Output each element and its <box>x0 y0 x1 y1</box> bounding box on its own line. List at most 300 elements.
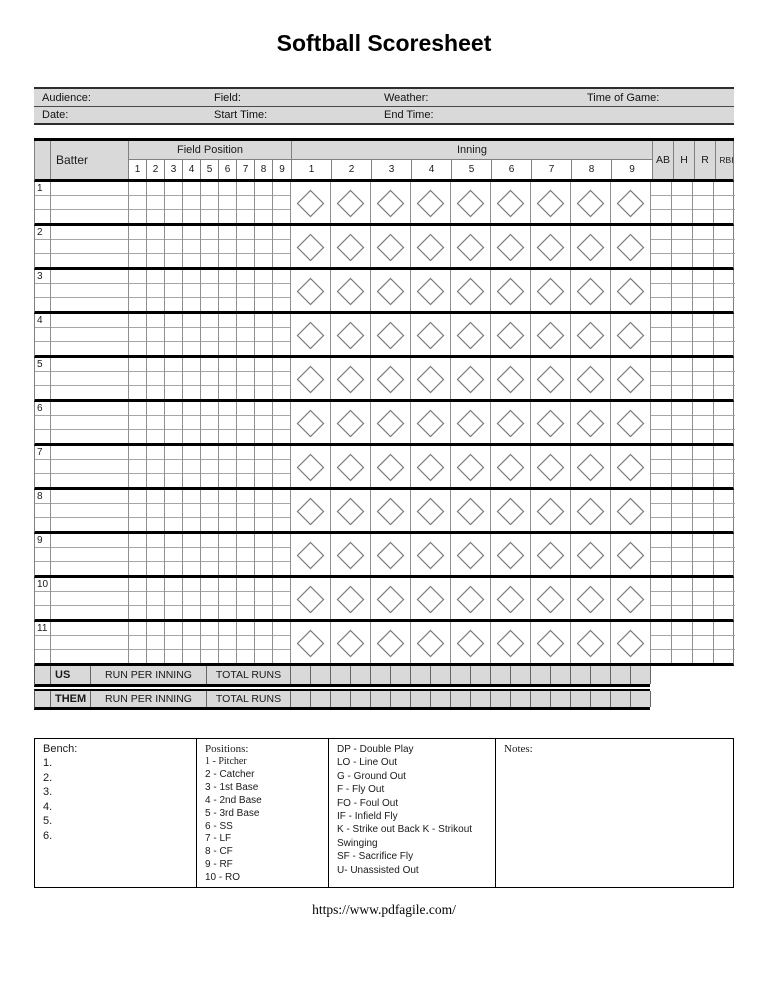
stat-col <box>714 490 735 531</box>
base-diamond-icon <box>296 233 325 262</box>
position-item: 7 - LF <box>205 833 232 845</box>
field-position-cell <box>165 182 182 196</box>
base-diamond-icon <box>576 321 605 350</box>
field-position-cell <box>129 342 146 355</box>
abbreviation-item: SF - Sacrifice Fly <box>337 851 414 863</box>
field-position-cell <box>183 328 200 342</box>
field-position-cell <box>129 386 146 399</box>
stat-col <box>672 358 693 399</box>
field-position-cell <box>255 592 272 606</box>
field-position-col <box>129 446 147 487</box>
abbreviation-item: IF - Infield Fly <box>337 811 398 823</box>
field-position-cell <box>255 196 272 210</box>
field-position-cell <box>201 210 218 223</box>
field-position-cell <box>147 474 164 487</box>
stat-cell <box>651 548 671 562</box>
field-position-cell <box>273 446 290 460</box>
batter-name-cell <box>51 298 128 311</box>
stat-cell <box>672 372 692 386</box>
field-position-cell <box>183 606 200 619</box>
base-diamond-icon <box>456 497 485 526</box>
field-position-cell <box>147 606 164 619</box>
field-position-cell <box>183 196 200 210</box>
field-position-cell <box>129 358 146 372</box>
field-position-col <box>237 270 255 311</box>
batter-name-cell <box>51 416 128 430</box>
position-item: 3 - 1st Base <box>205 781 259 793</box>
field-position-cell <box>219 460 236 474</box>
base-diamond-icon <box>456 189 485 218</box>
batter-number-col <box>35 358 51 399</box>
stat-headers <box>653 141 737 179</box>
base-diamond-icon <box>336 277 365 306</box>
base-diamond-icon <box>376 233 405 262</box>
abbreviation-item: G - Ground Out <box>337 770 406 782</box>
field-position-cell <box>147 270 164 284</box>
inning-cell <box>451 226 491 267</box>
base-diamond-icon <box>456 365 485 394</box>
field-position-cell <box>165 416 182 430</box>
stat-cell <box>693 430 713 443</box>
field-position-cell <box>147 446 164 460</box>
field-position-col <box>183 270 201 311</box>
field-position-cell <box>273 592 290 606</box>
field-position-cell <box>273 548 290 562</box>
batter-number-cell <box>35 196 50 210</box>
base-diamond-icon <box>576 277 605 306</box>
inning-cell <box>371 446 411 487</box>
field-position-cell <box>219 534 236 548</box>
field-position-col <box>219 622 237 663</box>
field-position-cell <box>219 240 236 254</box>
base-diamond-icon <box>616 409 645 438</box>
stat-cell <box>693 210 713 223</box>
field-position-cell <box>237 182 254 196</box>
inning-cell <box>571 358 611 399</box>
batter-name-cell <box>51 210 128 223</box>
stat-cell <box>672 182 692 196</box>
stat-cell <box>651 534 671 548</box>
batter-name-cell <box>51 650 128 663</box>
field-position-col <box>273 314 291 355</box>
run-cell <box>551 666 571 684</box>
field-position-cell <box>165 534 182 548</box>
inning-cell <box>331 446 371 487</box>
base-diamond-icon <box>336 321 365 350</box>
field-position-cell <box>147 386 164 399</box>
stat-cell <box>651 314 671 328</box>
field-position-cell <box>129 182 146 196</box>
inning-numbers <box>292 160 652 179</box>
batter-name-cell <box>51 240 128 254</box>
field-position-cell <box>183 650 200 663</box>
stat-cell <box>714 270 735 284</box>
run-cell <box>351 666 371 684</box>
field-position-col <box>147 402 165 443</box>
run-cell <box>451 691 471 707</box>
run-cell <box>391 666 411 684</box>
field-position-cell <box>255 474 272 487</box>
field-position-col <box>237 534 255 575</box>
field-position-col <box>165 402 183 443</box>
field-position-cell <box>273 636 290 650</box>
field-position-cell <box>273 298 290 311</box>
run-cell <box>571 666 591 684</box>
field-position-cell <box>237 328 254 342</box>
field-position-cell <box>165 402 182 416</box>
position-item: 10 - RO <box>205 872 241 884</box>
team-summary-row <box>34 689 650 710</box>
stat-cell <box>672 226 692 240</box>
stat-cell <box>714 650 735 663</box>
field-position-cell <box>219 606 236 619</box>
base-diamond-icon <box>536 453 565 482</box>
inning-cell <box>571 226 611 267</box>
field-position-col <box>201 226 219 267</box>
field-position-cell <box>255 562 272 575</box>
field-position-numbers <box>129 160 291 179</box>
field-position-cell <box>147 182 164 196</box>
stat-col <box>693 578 714 619</box>
field-position-cell <box>273 490 290 504</box>
field-position-cell <box>129 578 146 592</box>
batter-name-col <box>51 226 129 267</box>
stat-col <box>714 622 735 663</box>
field-position-cell <box>237 402 254 416</box>
base-diamond-icon <box>336 585 365 614</box>
abbreviation-item: F - Fly Out <box>337 784 385 796</box>
inning-cell <box>491 270 531 311</box>
base-diamond-icon <box>576 629 605 658</box>
inning-cell <box>531 578 571 619</box>
base-diamond-icon <box>576 233 605 262</box>
stat-cell <box>672 460 692 474</box>
field-position-cell <box>147 328 164 342</box>
field-position-cell <box>201 548 218 562</box>
field-position-col <box>165 182 183 223</box>
inning-cell <box>371 490 411 531</box>
field-position-cell <box>255 182 272 196</box>
batter-row <box>34 534 734 578</box>
field-position-col <box>147 534 165 575</box>
inning-cell <box>291 270 331 311</box>
stat-cell <box>714 592 735 606</box>
field-position-cell <box>273 226 290 240</box>
field-position-col <box>273 402 291 443</box>
field-position-col <box>147 358 165 399</box>
run-cell <box>531 691 551 707</box>
field-position-col-header: 9 <box>279 164 285 175</box>
inning-col-header: 2 <box>332 160 372 179</box>
field-position-cell <box>255 254 272 267</box>
base-diamond-icon <box>536 629 565 658</box>
batter-name-col <box>51 358 129 399</box>
field-position-col <box>255 226 273 267</box>
batter-number-cell <box>35 386 50 399</box>
stat-cell <box>672 636 692 650</box>
stat-col <box>693 182 714 223</box>
field-position-col <box>147 314 165 355</box>
stat-col-header: AB <box>653 141 674 179</box>
field-position-cell <box>273 518 290 531</box>
stat-cell <box>651 182 671 196</box>
base-diamond-icon <box>376 365 405 394</box>
stat-cell <box>672 578 692 592</box>
base-diamond-icon <box>416 365 445 394</box>
pdfagile-link[interactable]: https://www.pdfagile.com/ <box>312 902 456 917</box>
run-cell <box>391 691 411 707</box>
stat-cell <box>672 270 692 284</box>
field-position-cell <box>255 548 272 562</box>
stat-col <box>714 358 735 399</box>
field-position-cell <box>201 270 218 284</box>
stat-cell <box>714 606 735 619</box>
inning-cell <box>571 446 611 487</box>
bench-slot: 5. <box>43 815 53 827</box>
field-position-cell <box>129 284 146 298</box>
field-position-col <box>201 490 219 531</box>
stat-cell <box>693 490 713 504</box>
field-position-cell <box>273 562 290 575</box>
field-position-cell <box>129 270 146 284</box>
inning-cell <box>571 402 611 443</box>
run-cell <box>411 691 431 707</box>
field-position-cell <box>183 490 200 504</box>
inning-cell <box>611 578 651 619</box>
field-position-cell <box>147 460 164 474</box>
stat-cell <box>672 548 692 562</box>
field-position-cell <box>219 518 236 531</box>
stat-cell <box>651 430 671 443</box>
base-diamond-icon <box>296 189 325 218</box>
stat-cell <box>693 460 713 474</box>
stat-cell <box>672 650 692 663</box>
batter-row <box>34 490 734 534</box>
field-position-cell <box>201 298 218 311</box>
field-position-col <box>147 446 165 487</box>
field-position-cell <box>201 226 218 240</box>
field-position-cell <box>201 534 218 548</box>
stat-col <box>672 226 693 267</box>
field-position-col <box>237 402 255 443</box>
field-position-cell <box>219 592 236 606</box>
inning-cell <box>291 446 331 487</box>
field-position-cell <box>129 562 146 575</box>
field-position-cell <box>219 182 236 196</box>
field-position-cell <box>147 504 164 518</box>
field-position-cell <box>147 490 164 504</box>
batter-name-cell <box>51 372 128 386</box>
field-position-cell <box>237 534 254 548</box>
field-position-cell <box>273 578 290 592</box>
field-position-col <box>219 270 237 311</box>
base-diamond-icon <box>336 541 365 570</box>
field-position-cell <box>237 548 254 562</box>
batter-number-col <box>35 182 51 223</box>
bench-list <box>43 756 188 843</box>
field-position-cell <box>201 474 218 487</box>
base-diamond-icon <box>576 497 605 526</box>
field-position-col <box>255 402 273 443</box>
stat-cell <box>693 548 713 562</box>
field-position-cell <box>201 622 218 636</box>
batter-number-cell <box>35 254 50 267</box>
stat-cell <box>693 240 713 254</box>
inning-cell <box>611 622 651 663</box>
batter-number-cell <box>35 548 50 562</box>
field-position-col <box>255 358 273 399</box>
batter-number-cell: 11 <box>35 622 50 636</box>
stat-col <box>693 358 714 399</box>
batter-name-cell <box>51 182 128 196</box>
batter-number-col <box>35 226 51 267</box>
field-position-cell <box>183 254 200 267</box>
field-position-cell <box>147 298 164 311</box>
field-position-col <box>147 578 165 619</box>
inning-cell <box>331 578 371 619</box>
base-diamond-icon <box>496 453 525 482</box>
bench-slot: 1. <box>43 757 53 769</box>
field-position-col <box>219 226 237 267</box>
stat-cell <box>693 196 713 210</box>
inning-cell <box>531 490 571 531</box>
field-position-col <box>237 314 255 355</box>
row-number-header-cell <box>35 141 51 179</box>
field-position-cell <box>183 402 200 416</box>
base-diamond-icon <box>296 629 325 658</box>
stat-cell <box>651 372 671 386</box>
position-item: 5 - 3rd Base <box>205 807 260 819</box>
inning-cell <box>291 402 331 443</box>
stat-cell <box>693 284 713 298</box>
inning-col-header: 9 <box>629 164 635 175</box>
stat-cell <box>651 636 671 650</box>
field-position-col <box>255 446 273 487</box>
base-diamond-icon <box>616 277 645 306</box>
stat-cell <box>651 606 671 619</box>
field-position-col <box>237 490 255 531</box>
field-position-cell <box>201 460 218 474</box>
field-position-cell <box>201 402 218 416</box>
field-position-cell <box>201 342 218 355</box>
stat-col-header: H <box>674 141 695 179</box>
batter-number-cell <box>35 650 50 663</box>
field-position-cell <box>219 270 236 284</box>
stat-cell <box>693 402 713 416</box>
base-diamond-icon <box>336 189 365 218</box>
field-position-cell <box>183 182 200 196</box>
base-diamond-icon <box>456 453 485 482</box>
batter-name-cell <box>51 622 128 636</box>
field-position-col <box>273 446 291 487</box>
field-position-cell <box>129 298 146 311</box>
field-position-col <box>273 226 291 267</box>
inning-cell <box>371 402 411 443</box>
base-diamond-icon <box>376 277 405 306</box>
stat-cell <box>714 284 735 298</box>
stat-cell <box>714 314 735 328</box>
abbreviation-item: DP - Double Play <box>337 744 414 755</box>
field-position-cell <box>129 372 146 386</box>
field-position-col <box>219 358 237 399</box>
batter-number-col <box>35 534 51 575</box>
summary-spacer-cell <box>35 666 51 684</box>
batter-number-cell <box>35 210 50 223</box>
stat-col <box>651 358 672 399</box>
field-position-cell <box>129 416 146 430</box>
field-position-cell <box>183 342 200 355</box>
base-diamond-icon <box>576 585 605 614</box>
field-position-col <box>129 182 147 223</box>
stat-cell <box>693 226 713 240</box>
stat-col <box>672 490 693 531</box>
field-position-cell <box>255 430 272 443</box>
run-cell <box>571 691 591 707</box>
batter-number-col <box>35 270 51 311</box>
stat-cell <box>693 254 713 267</box>
stat-cell <box>651 416 671 430</box>
field-position-cell <box>273 314 290 328</box>
field-position-col <box>183 578 201 619</box>
field-position-cell <box>147 314 164 328</box>
run-cell <box>351 691 371 707</box>
inning-cell <box>611 182 651 223</box>
field-position-cell <box>165 650 182 663</box>
team-label: THEM <box>51 691 91 707</box>
stat-cell <box>714 446 735 460</box>
field-position-col-header: 6 <box>219 160 237 179</box>
field-position-col <box>183 358 201 399</box>
field-position-cell <box>165 226 182 240</box>
stat-col <box>714 402 735 443</box>
field-position-cell <box>201 504 218 518</box>
batter-number-cell: 9 <box>35 534 50 548</box>
field-position-col <box>201 270 219 311</box>
field-position-cell <box>129 518 146 531</box>
batter-name-cell <box>51 342 128 355</box>
inning-cell <box>531 402 571 443</box>
field-position-col-header: 4 <box>183 160 201 179</box>
stat-cell <box>672 416 692 430</box>
field-position-cell <box>165 314 182 328</box>
notes-label: Notes: <box>504 743 533 755</box>
base-diamond-icon <box>536 365 565 394</box>
positions-label: Positions: <box>205 743 249 755</box>
inning-cell <box>291 314 331 355</box>
stat-col <box>672 622 693 663</box>
stat-cell <box>672 430 692 443</box>
base-diamond-icon <box>336 409 365 438</box>
field-position-cell <box>219 386 236 399</box>
field-position-cell <box>255 270 272 284</box>
field-position-cell <box>255 386 272 399</box>
stat-col-header: RBI <box>719 155 734 165</box>
field-position-cell <box>255 490 272 504</box>
field-position-cell <box>183 210 200 223</box>
inning-cell <box>411 578 451 619</box>
field-position-col <box>237 226 255 267</box>
stat-cell <box>672 446 692 460</box>
inning-cell <box>291 534 331 575</box>
inning-cell <box>451 446 491 487</box>
stat-cell <box>651 578 671 592</box>
field-position-col <box>273 622 291 663</box>
inning-cell <box>571 182 611 223</box>
field-position-cell <box>147 372 164 386</box>
team-summary-section <box>34 666 734 710</box>
inning-cell <box>331 490 371 531</box>
batter-name-cell <box>51 254 128 267</box>
